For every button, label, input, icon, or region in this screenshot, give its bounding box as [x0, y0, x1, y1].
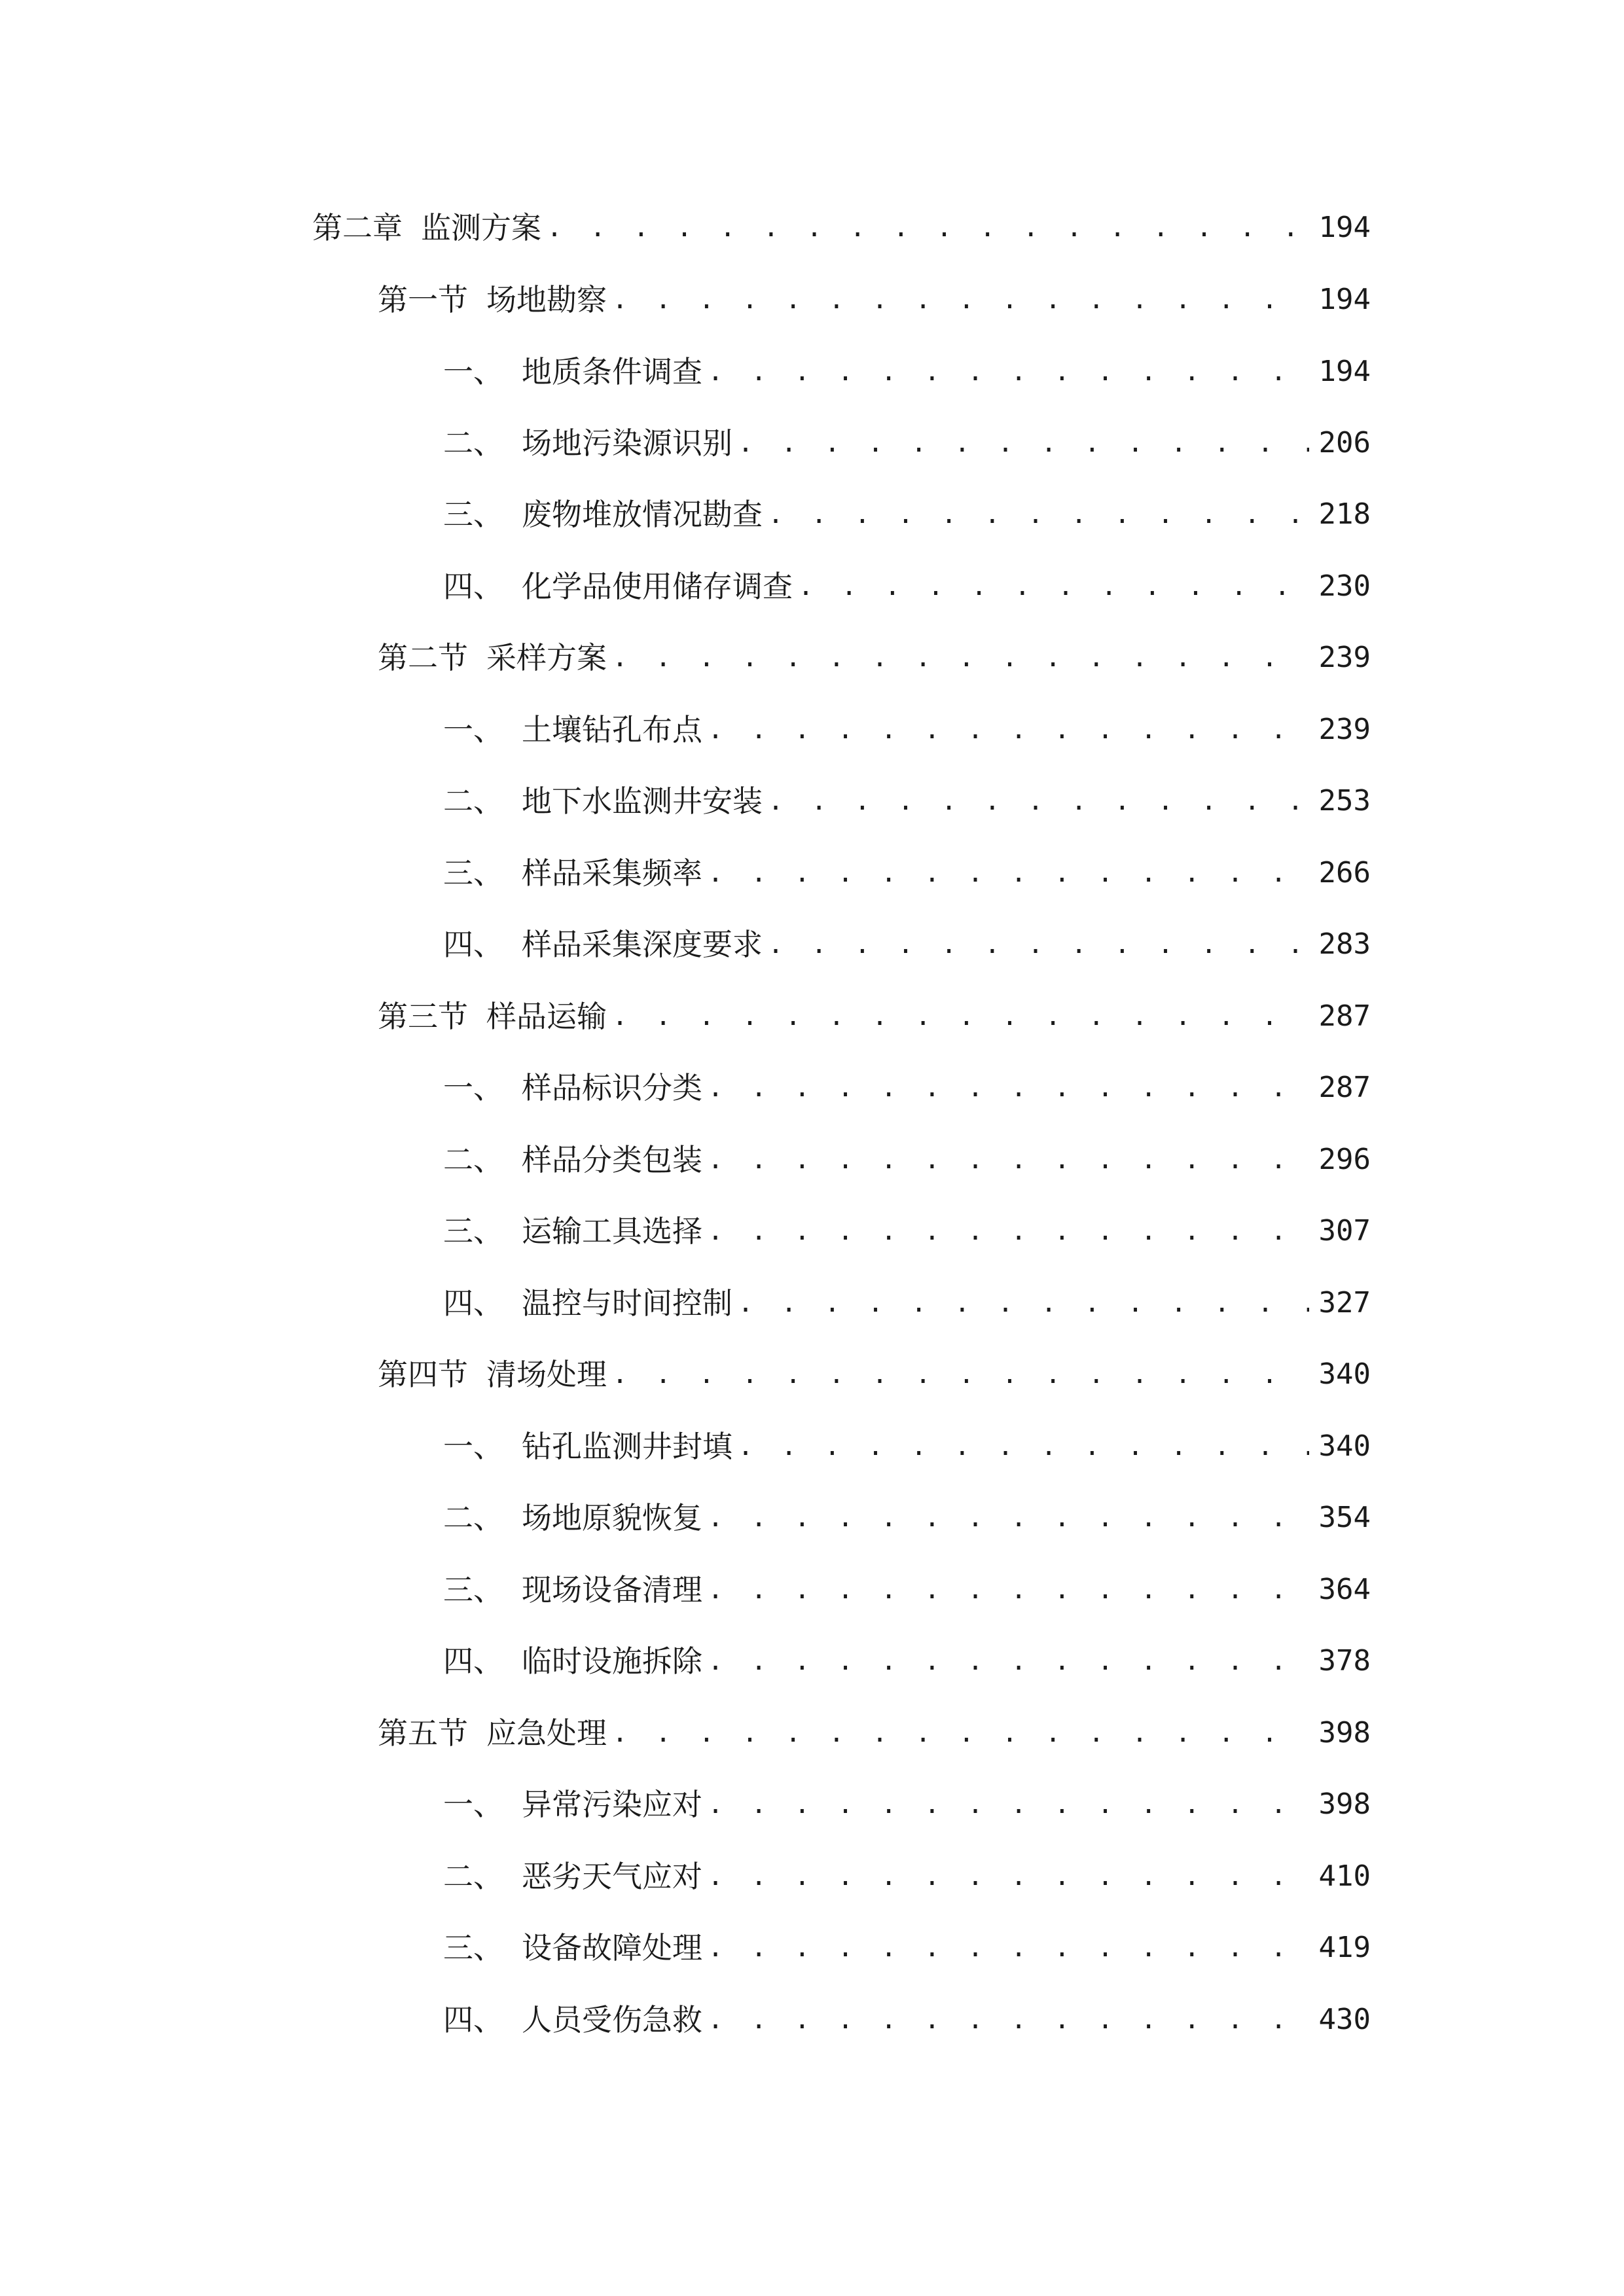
- item-title: 地下水监测井安装: [522, 783, 763, 819]
- page-number: 419: [1318, 1931, 1371, 1964]
- item-title: 设备故障处理: [522, 1930, 702, 1965]
- item-title: 恶劣天气应对: [522, 1859, 702, 1894]
- item-number: 二、: [443, 1859, 503, 1894]
- page-number: 287: [1318, 1071, 1371, 1104]
- dot-leader: [612, 632, 1309, 684]
- toc-section-entry[interactable]: [378, 990, 1371, 1043]
- dot-leader: [708, 1062, 1309, 1114]
- toc-item-entry[interactable]: [443, 1277, 1371, 1329]
- item-number: 三、: [443, 497, 503, 532]
- dot-leader: [708, 847, 1309, 899]
- dot-leader: [708, 346, 1309, 398]
- toc-item-entry[interactable]: [443, 1635, 1371, 1687]
- dot-leader: [708, 1492, 1309, 1544]
- chapter-title: 监测方案: [421, 210, 541, 245]
- dot-leader: [708, 1850, 1309, 1903]
- item-number: 一、: [443, 1429, 503, 1464]
- item-title: 异常污染应对: [522, 1787, 702, 1822]
- page-number: 253: [1318, 784, 1371, 817]
- dot-leader: [612, 1707, 1309, 1759]
- toc-item-entry[interactable]: [443, 847, 1371, 899]
- toc-item-entry[interactable]: [443, 346, 1371, 398]
- dot-leader: [738, 417, 1309, 469]
- section-prefix: 第二节: [378, 640, 468, 675]
- chapter-prefix: 第二章: [312, 210, 403, 245]
- item-title: 场地污染源识别: [522, 425, 732, 461]
- section-prefix: 第三节: [378, 999, 468, 1034]
- item-title: 运输工具选择: [522, 1213, 702, 1249]
- toc-item-entry[interactable]: [443, 1492, 1371, 1544]
- item-title: 样品采集频率: [522, 855, 702, 891]
- page-number: 354: [1318, 1501, 1371, 1534]
- page-number: 398: [1318, 1716, 1371, 1749]
- item-number: 二、: [443, 783, 503, 819]
- dot-leader: [768, 775, 1309, 827]
- item-number: 一、: [443, 354, 503, 389]
- dot-leader: [708, 1635, 1309, 1687]
- page-number: 287: [1318, 999, 1371, 1033]
- toc-item-entry[interactable]: [443, 1994, 1371, 2046]
- section-title: 采样方案: [486, 640, 607, 675]
- page-number: 327: [1318, 1286, 1371, 1319]
- page-number: 296: [1318, 1143, 1371, 1176]
- item-number: 一、: [443, 1070, 503, 1105]
- dot-leader: [708, 1205, 1309, 1257]
- dot-leader: [708, 1134, 1309, 1186]
- page-number: 230: [1318, 569, 1371, 603]
- page-number: 430: [1318, 2003, 1371, 2036]
- toc-item-entry[interactable]: [443, 1922, 1371, 1974]
- item-title: 场地原貌恢复: [522, 1500, 702, 1535]
- toc-item-entry[interactable]: [443, 488, 1371, 541]
- toc-chapter-entry[interactable]: [312, 202, 1371, 254]
- toc-item-entry[interactable]: [443, 417, 1371, 469]
- page-number: 364: [1318, 1573, 1371, 1606]
- item-number: 三、: [443, 1572, 503, 1607]
- item-title: 临时设施拆除: [522, 1643, 702, 1679]
- page-number: 283: [1318, 927, 1371, 961]
- section-title: 场地勘察: [486, 282, 607, 317]
- section-prefix: 第四节: [378, 1357, 468, 1392]
- toc-section-entry[interactable]: [378, 632, 1371, 684]
- dot-leader: [738, 1277, 1309, 1329]
- dot-leader: [708, 1994, 1309, 2046]
- page-number: 194: [1318, 211, 1371, 244]
- page-number: 194: [1318, 283, 1371, 316]
- page-number: 340: [1318, 1429, 1371, 1463]
- dot-leader: [768, 488, 1309, 541]
- item-number: 三、: [443, 1930, 503, 1965]
- toc-item-entry[interactable]: [443, 775, 1371, 827]
- toc-item-entry[interactable]: [443, 1778, 1371, 1831]
- item-title: 土壤钻孔布点: [522, 712, 702, 747]
- toc-item-entry[interactable]: [443, 704, 1371, 756]
- section-title: 应急处理: [486, 1715, 607, 1751]
- item-number: 四、: [443, 1285, 503, 1321]
- toc-section-entry[interactable]: [378, 274, 1371, 326]
- page-number: 239: [1318, 641, 1371, 674]
- toc-item-entry[interactable]: [443, 1062, 1371, 1114]
- page-number: 266: [1318, 856, 1371, 889]
- item-title: 温控与时间控制: [522, 1285, 732, 1321]
- item-title: 地质条件调查: [522, 354, 702, 389]
- dot-leader: [708, 704, 1309, 756]
- item-title: 钻孔监测井封填: [522, 1429, 732, 1464]
- dot-leader: [798, 560, 1309, 613]
- dot-leader: [738, 1420, 1309, 1473]
- item-number: 四、: [443, 1643, 503, 1679]
- item-number: 三、: [443, 855, 503, 891]
- dot-leader: [547, 202, 1309, 254]
- item-number: 一、: [443, 712, 503, 747]
- section-title: 样品运输: [486, 999, 607, 1034]
- item-title: 化学品使用储存调查: [522, 569, 793, 604]
- toc-item-entry[interactable]: [443, 560, 1371, 613]
- item-title: 人员受伤急救: [522, 2002, 702, 2037]
- item-title: 样品分类包装: [522, 1142, 702, 1177]
- item-number: 四、: [443, 2002, 503, 2037]
- page-number: 206: [1318, 426, 1371, 459]
- item-number: 四、: [443, 927, 503, 962]
- toc-item-entry[interactable]: [443, 1420, 1371, 1473]
- toc-section-entry[interactable]: [378, 1707, 1371, 1759]
- toc-item-entry[interactable]: [443, 1134, 1371, 1186]
- page-number: 239: [1318, 713, 1371, 746]
- page-number: 194: [1318, 355, 1371, 388]
- toc-item-entry[interactable]: [443, 1205, 1371, 1257]
- dot-leader: [612, 990, 1309, 1043]
- item-number: 四、: [443, 569, 503, 604]
- toc-item-entry[interactable]: [443, 918, 1371, 971]
- dot-leader: [612, 274, 1309, 326]
- item-title: 样品标识分类: [522, 1070, 702, 1105]
- section-prefix: 第五节: [378, 1715, 468, 1751]
- item-title: 废物堆放情况勘查: [522, 497, 763, 532]
- section-title: 清场处理: [486, 1357, 607, 1392]
- item-title: 现场设备清理: [522, 1572, 702, 1607]
- page-number: 378: [1318, 1644, 1371, 1677]
- page-number: 340: [1318, 1357, 1371, 1391]
- dot-leader: [708, 1922, 1309, 1974]
- item-number: 三、: [443, 1213, 503, 1249]
- item-title: 样品采集深度要求: [522, 927, 763, 962]
- item-number: 二、: [443, 425, 503, 461]
- page-number: 398: [1318, 1787, 1371, 1821]
- section-prefix: 第一节: [378, 282, 468, 317]
- page-number: 218: [1318, 497, 1371, 531]
- toc-section-entry[interactable]: [378, 1348, 1371, 1401]
- dot-leader: [708, 1564, 1309, 1616]
- dot-leader: [612, 1348, 1309, 1401]
- dot-leader: [768, 918, 1309, 971]
- item-number: 一、: [443, 1787, 503, 1822]
- toc-item-entry[interactable]: [443, 1564, 1371, 1616]
- dot-leader: [708, 1778, 1309, 1831]
- page-number: 307: [1318, 1214, 1371, 1247]
- item-number: 二、: [443, 1142, 503, 1177]
- item-number: 二、: [443, 1500, 503, 1535]
- page-number: 410: [1318, 1859, 1371, 1893]
- toc-item-entry[interactable]: [443, 1850, 1371, 1903]
